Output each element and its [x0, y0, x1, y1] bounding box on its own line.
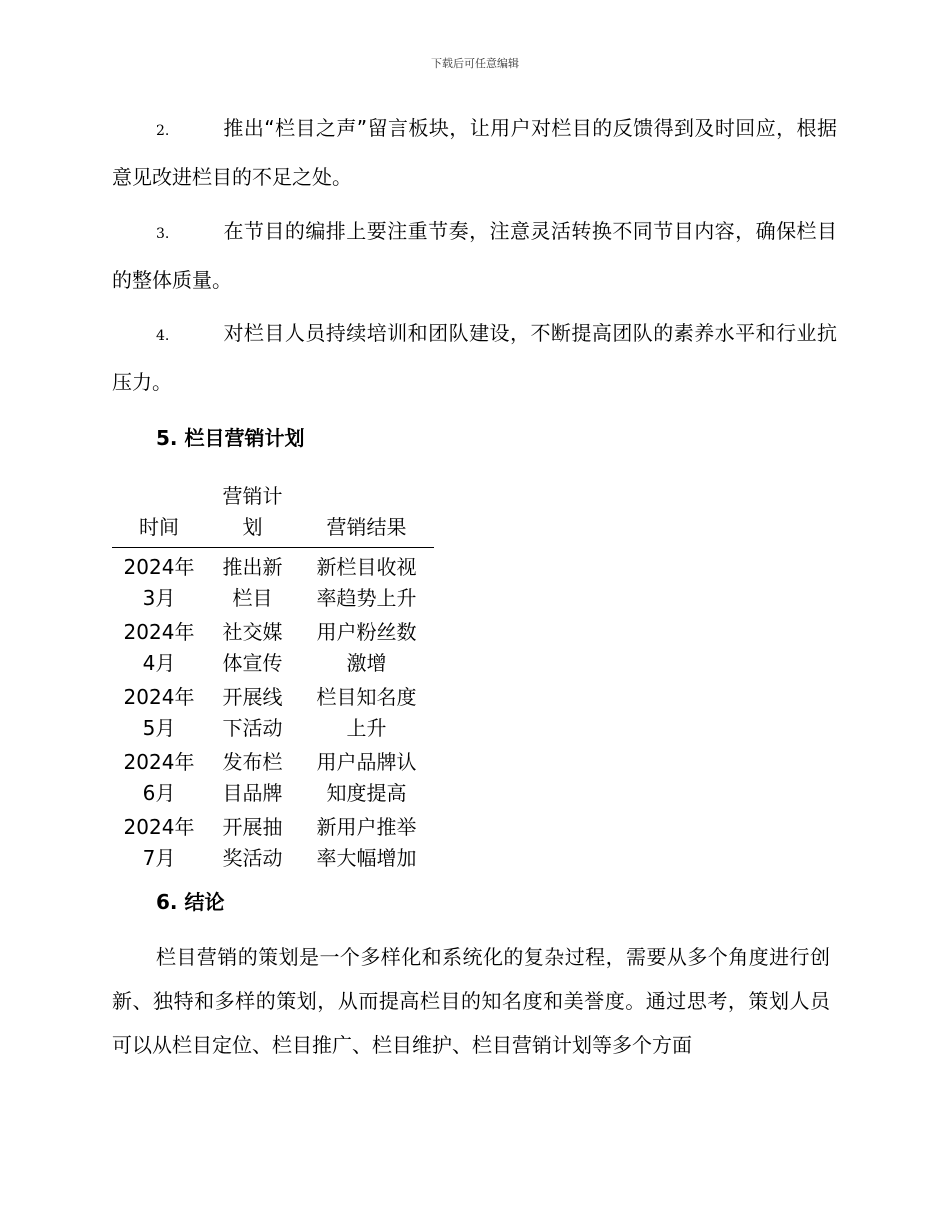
- section-heading-conclusion: 6. 结论: [156, 890, 225, 914]
- table-cell-result: 用户品牌认知度提高: [316, 750, 417, 805]
- table-cell-time: 2024年6月: [123, 750, 195, 805]
- table-cell-result: 新用户推举率大幅增加: [316, 815, 417, 870]
- table-cell-time: 2024年4月: [123, 620, 195, 675]
- table-row: [112, 747, 434, 812]
- table-cell-plan: 开展线下活动: [222, 685, 283, 740]
- table-cell-plan: 推出新栏目: [222, 555, 283, 610]
- column-header-result: 营销结果: [299, 481, 434, 548]
- table-header-row: [112, 481, 434, 548]
- table-cell-plan: 发布栏目品牌: [222, 750, 283, 805]
- table-row: [112, 548, 434, 618]
- list-item-3: [112, 208, 837, 303]
- page-header: 下载后可任意编辑: [431, 57, 519, 70]
- marketing-plan-table: [112, 481, 434, 877]
- table-cell-result: 用户粉丝数激增: [316, 620, 417, 675]
- table-row: [112, 682, 434, 747]
- table-cell-result: 栏目知名度上升: [316, 685, 417, 740]
- table-cell-plan: 社交媒体宣传: [222, 620, 283, 675]
- list-item-text: 对栏目人员持续培训和团队建设，不断提高团队的素养水平和行业抗压力。: [112, 321, 837, 394]
- table-cell-time: 2024年5月: [123, 685, 195, 740]
- list-item-text: 推出“栏目之声”留言板块，让用户对栏目的反馈得到及时回应，根据意见改进栏目的不足之处。: [112, 116, 837, 189]
- list-number: 4.: [156, 328, 170, 344]
- table-row: [112, 812, 434, 877]
- list-item-2: [112, 105, 837, 200]
- section-heading-marketing-plan: 5. 栏目营销计划: [156, 426, 305, 450]
- column-header-time: 时间: [112, 481, 206, 548]
- list-item-4: [112, 310, 837, 405]
- conclusion-paragraph: 栏目营销的策划是一个多样化和系统化的复杂过程，需要从多个角度进行创新、独特和多样的策划，从而提高栏目的知名度和美誉度。通过思考，策划人员可以从栏目定位、栏目推广、栏目维护、栏目营销计划等多个方面: [112, 945, 830, 1057]
- table-cell-plan: 开展抽奖活动: [222, 815, 283, 870]
- list-number: 2.: [156, 123, 170, 139]
- table-row: [112, 617, 434, 682]
- list-number: 3.: [156, 226, 170, 242]
- list-item-text: 在节目的编排上要注重节奏，注意灵活转换不同节目内容，确保栏目的整体质量。: [112, 219, 837, 292]
- table-cell-result: 新栏目收视率趋势上升: [316, 555, 417, 610]
- column-header-plan: 营销计划: [206, 481, 299, 548]
- table-cell-time: 2024年7月: [123, 815, 195, 870]
- table-cell-time: 2024年3月: [123, 555, 195, 610]
